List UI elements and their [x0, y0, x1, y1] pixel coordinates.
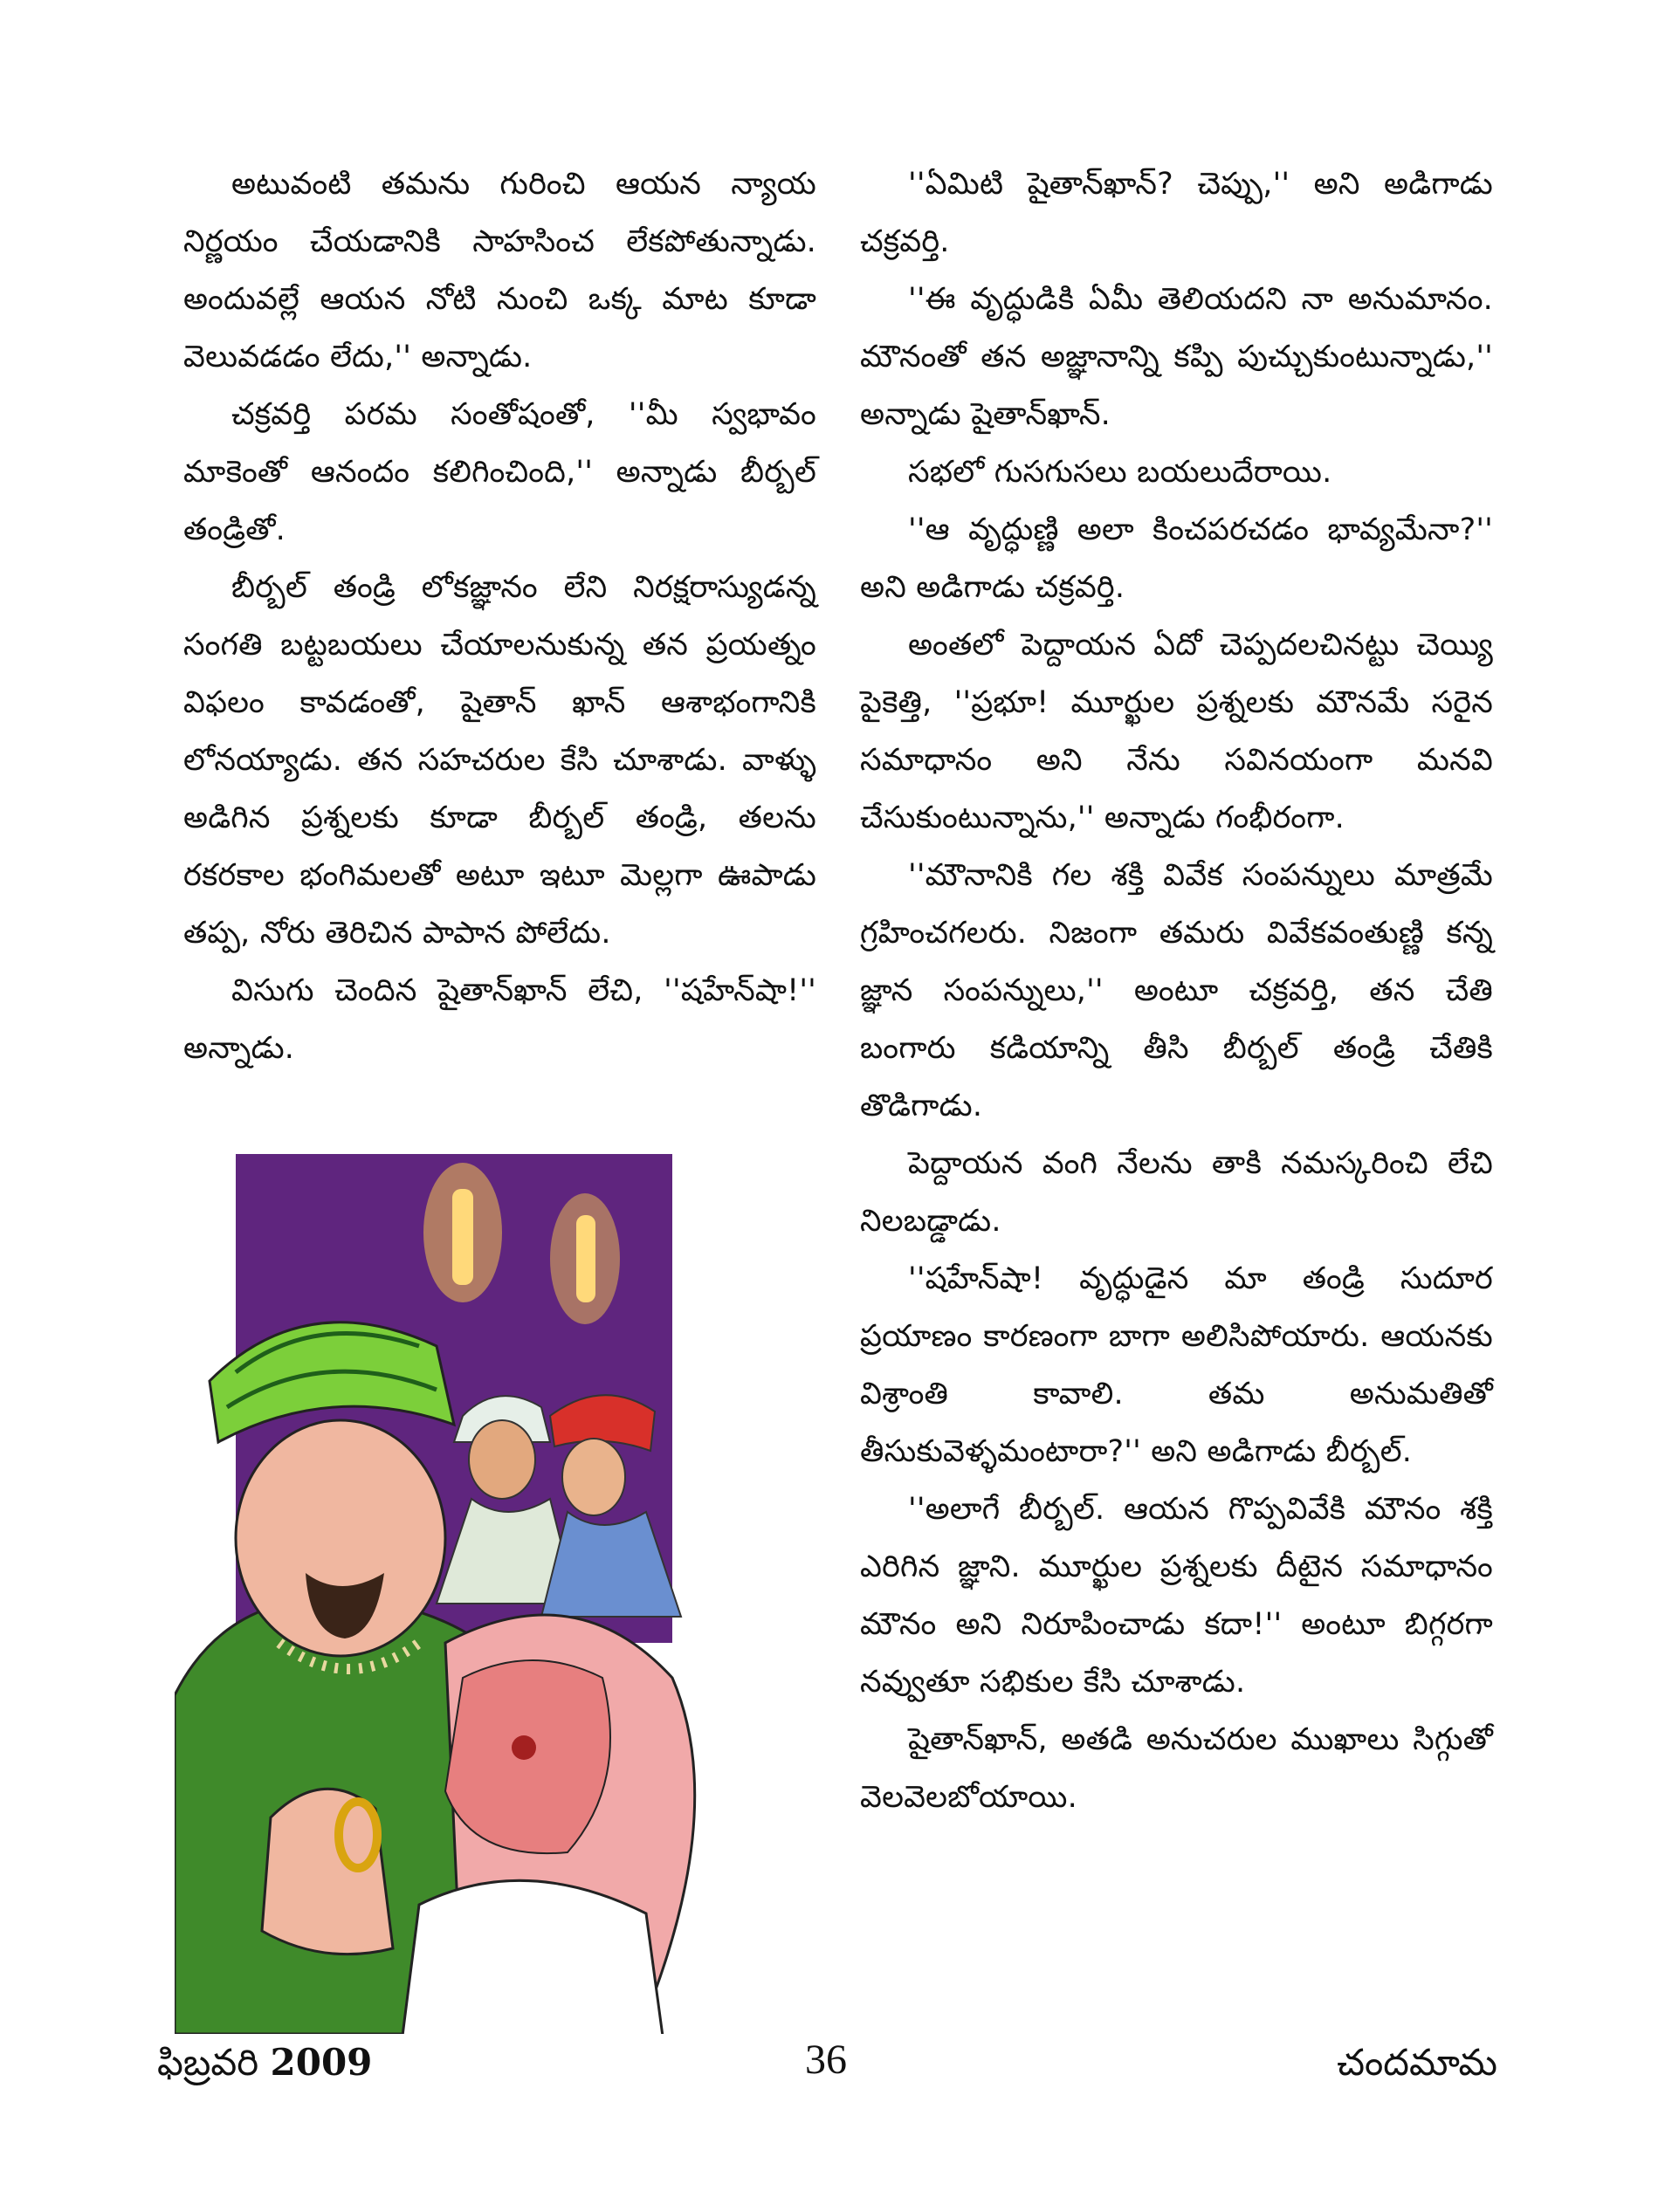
paragraph: ''ఈ వృద్ధుడికి ఏమీ తెలియదని నా అనుమానం. మౌనంతో తన అజ్ఞానాన్ని కప్పి పుచ్చుకుంటున్నాడు,'' అన్నాడు షైతాన్‌ఖాన్. — [860, 282, 1493, 432]
left-column — [183, 155, 816, 1077]
magazine-name: చందమామ — [1337, 2041, 1497, 2084]
paragraph: ''షహేన్‌షా! వృద్ధుడైన మా తండ్రి సుదూర ప్రయాణం కారణంగా బాగా అలిసిపోయారు. ఆయనకు విశ్రాంతి కావాలి. తమ అనుమతితో తీసుకువెళ్ళమంటారా?'' అని అడిగాడు బీర్బల్. — [860, 1261, 1493, 1469]
paragraph: ''అలాగే బీర్బల్. ఆయన గొప్పవివేకి మౌనం శక్తి ఎరిగిన జ్ఞాని. మూర్ఖుల ప్రశ్నలకు దీటైన సమాధానం మౌనం అని నిరూపించాడు కదా!'' అంటూ బిగ్గరగా నవ్వుతూ సభికుల కేసి చూశాడు. — [860, 1492, 1493, 1700]
footer-year: 2009 — [270, 2041, 373, 2084]
story-illustration — [175, 1154, 838, 2034]
footer-date — [157, 2041, 372, 2093]
paragraph: బీర్బల్ తండ్రి లోకజ్ఞానం లేని నిరక్షరాస్యుడన్న సంగతి బట్టబయలు చేయాలనుకున్న తన ప్రయత్నం విఫలం కావడంతో, షైతాన్ ఖాన్ ఆశాభంగానికి లోనయ్యాడు. తన సహచరుల కేసి చూశాడు. వాళ్ళు అడిగిన ప్రశ్నలకు కూడా బీర్బల్ తండ్రి, తలను రకరకాల భంగిమలతో అటూ ఇటూ మెల్లగా ఊపాడు తప్ప, నోరు తెరిచిన పాపాన పోలేదు. — [183, 570, 816, 951]
paragraph: అటువంటి తమను గురించి ఆయన న్యాయ నిర్ణయం చేయడానికి సాహసించ లేకపోతున్నాడు. అందువల్లే ఆయన నోటి నుంచి ఒక్క మాట కూడా వెలువడడం లేదు,'' అన్నాడు. — [183, 167, 816, 374]
footer-month: ఫిబ్రవరి — [157, 2041, 259, 2084]
paragraph: పెద్దాయన వంగి నేలను తాకి నమస్కరించి లేచి నిలబడ్డాడు. — [860, 1146, 1493, 1239]
page-number: 36 — [805, 2037, 847, 2083]
candle-icon — [576, 1215, 595, 1302]
paragraph: ''మౌనానికి గల శక్తి వివేక సంపన్నులు మాత్రమే గ్రహించగలరు. నిజంగా తమరు వివేకవంతుణ్ణి కన్న జ్ఞాన సంపన్నులు,'' అంటూ చక్రవర్తి, తన చేతి బంగారు కడియాన్ని తీసి బీర్బల్ తండ్రి చేతికి తొడిగాడు. — [860, 858, 1493, 1123]
earring-icon — [512, 1735, 536, 1760]
paragraph: అంతలో పెద్దాయన ఏదో చెప్పదలచినట్టు చెయ్యి పైకెత్తి, ''ప్రభూ! మూర్ఖుల ప్రశ్నలకు మౌనమే సరైన సమాధానం అని నేను సవినయంగా మనవి చేసుకుంటున్నాను,'' అన్నాడు గంభీరంగా. — [860, 628, 1493, 835]
paragraph: సభలో గుసగుసలు బయలుదేరాయి. — [908, 455, 1332, 490]
paragraph: షైతాన్‌ఖాన్, అతడి అనుచరుల ముఖాలు సిగ్గుతో వెలవెలబోయాయి. — [860, 1722, 1493, 1815]
paragraph: విసుగు చెందిన షైతాన్‌ఖాన్ లేచి, ''షహేన్‌షా!'' అన్నాడు. — [183, 973, 816, 1066]
right-column — [860, 155, 1493, 1826]
paragraph: చక్రవర్తి పరమ సంతోషంతో, ''మీ స్వభావం మాకెంతో ఆనందం కలిగించింది,'' అన్నాడు బీర్బల్ తండ్రితో. — [183, 397, 816, 547]
candle-icon — [452, 1189, 473, 1285]
paragraph: ''ఏమిటి షైతాన్‌ఖాన్? చెప్పు,'' అని అడిగాడు చక్రవర్తి. — [860, 167, 1493, 259]
paragraph: ''ఆ వృద్ధుణ్ణి అలా కించపరచడం భావ్యమేనా?'' అని అడిగాడు చక్రవర్తి. — [860, 512, 1493, 605]
